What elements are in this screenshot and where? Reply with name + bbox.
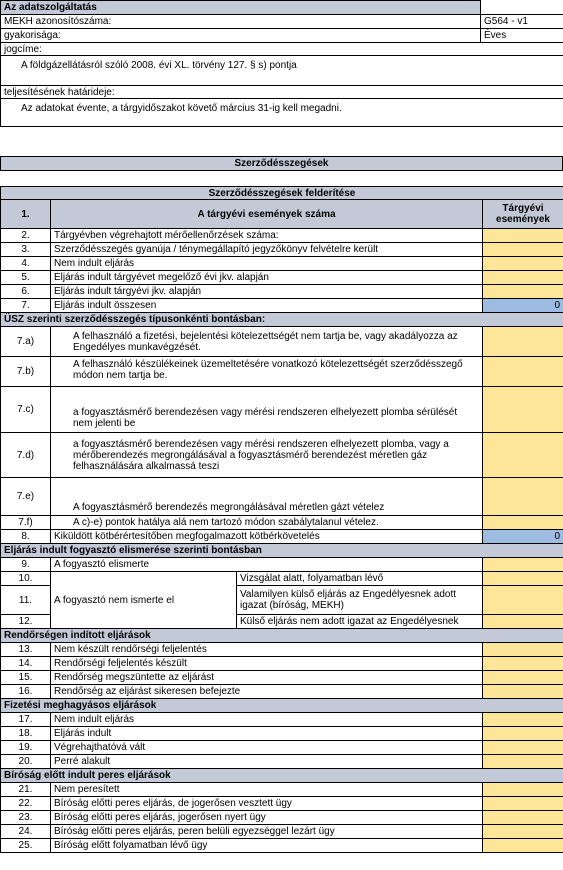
table-title: Szerződésszegések felderítése	[1, 187, 563, 200]
value-input[interactable]	[483, 713, 563, 727]
value-input[interactable]	[483, 257, 563, 271]
value-input[interactable]	[483, 811, 563, 825]
row-number: 11.	[1, 586, 51, 615]
row-number: 5.	[1, 271, 51, 285]
row-number: 2.	[1, 229, 51, 243]
row-label: Valamilyen külső eljárás az Engedélyesnek adott igazat (bíróság, MEKH)	[237, 586, 483, 615]
section-rendorseg: Rendőrségen indított eljárások	[1, 629, 563, 643]
row-number: 24.	[1, 825, 51, 839]
row-label: Nem indult eljárás	[51, 257, 483, 271]
row-label: Bíróság előtt folyamatban lévő ügy	[51, 839, 483, 853]
row-number: 25.	[1, 839, 51, 853]
row-number: 7.d)	[1, 433, 51, 478]
row-number: 15.	[1, 671, 51, 685]
header-column: Tárgyévi események	[483, 200, 563, 229]
row-number: 8.	[1, 530, 51, 544]
value-input[interactable]	[483, 657, 563, 671]
value-input[interactable]	[483, 357, 563, 387]
value-input[interactable]	[483, 387, 563, 433]
row-number: 4.	[1, 257, 51, 271]
row-label: a fogyasztásmérő berendezésen vagy mérési rendszeren elhelyezett plomba, vagy a mérőberendezés megrongálásával a fogyasztásmérő berendezést méretlen gáz felhasználására alkalmassá teszi	[51, 433, 483, 478]
header-description: A tárgyévi események száma	[51, 200, 483, 229]
sum-value: 0	[483, 299, 563, 313]
row-label: Eljárás indult tárgyévi jkv. alapján	[51, 285, 483, 299]
row-number: 10.	[1, 572, 51, 586]
row-number: 7.a)	[1, 327, 51, 357]
section-fizetesi: Fizetési meghagyásos eljárások	[1, 699, 563, 713]
row-number: 12.	[1, 615, 51, 629]
value-input[interactable]	[483, 478, 563, 516]
value-input[interactable]	[483, 558, 563, 572]
value-input[interactable]	[483, 285, 563, 299]
value-input[interactable]	[483, 783, 563, 797]
header-number: 1.	[1, 200, 51, 229]
row-number: 23.	[1, 811, 51, 825]
section-birosag: Bíróság előtt indult peres eljárások	[1, 769, 563, 783]
mekh-label: MEKH azonosítószáma:	[1, 15, 481, 29]
row-label: Eljárás indult	[51, 727, 483, 741]
row-number: 6.	[1, 285, 51, 299]
row-label: Rendőrség az eljárást sikeresen befejezte	[51, 685, 483, 699]
value-input[interactable]	[483, 516, 563, 530]
row-label: Kiküldött kötbérértesítőben megfogalmazott kötbérkövetelés	[51, 530, 483, 544]
row-number: 14.	[1, 657, 51, 671]
row-label: A fogyasztó elismerte	[51, 558, 483, 572]
main-title: Szerződésszegések	[1, 157, 563, 171]
row-label: A felhasználó a fizetési, bejelentési kötelezettségét nem tartja be, vagy akadályozza az Engedélyes munkavégzését.	[51, 327, 483, 357]
value-input[interactable]	[483, 243, 563, 257]
row-label: A fogyasztásmérő berendezés megrongálásával méretlen gázt vételez	[51, 478, 483, 516]
frequency-label: gyakorisága:	[1, 29, 481, 43]
row-number: 13.	[1, 643, 51, 657]
row-label: Vizsgálat alatt, folyamatban lévő	[237, 572, 483, 586]
sum-value: 0	[483, 530, 563, 544]
legal-label: jogcíme:	[1, 43, 563, 56]
row-number: 7.	[1, 299, 51, 313]
row-label: Végrehajthatóvá vált	[51, 741, 483, 755]
value-input[interactable]	[483, 755, 563, 769]
row-number: 21.	[1, 783, 51, 797]
breach-table	[0, 186, 563, 853]
row-number: 16.	[1, 685, 51, 699]
group-label: A fogyasztó nem ismerte el	[51, 572, 237, 629]
info-table	[0, 0, 563, 127]
row-label: Bíróság előtti peres eljárás, jogerősen nyert ügy	[51, 811, 483, 825]
legal-value: A földgázellátásról szóló 2008. évi XL. törvény 127. § s) pontja	[1, 56, 563, 86]
row-number: 18.	[1, 727, 51, 741]
value-input[interactable]	[483, 825, 563, 839]
row-label: Perré alakult	[51, 755, 483, 769]
row-label: A c)-e) pontok hatálya alá nem tartozó módon szabálytalanul vételez.	[51, 516, 483, 530]
value-input[interactable]	[483, 643, 563, 657]
row-label: a fogyasztásmérő berendezésen vagy mérési rendszeren elhelyezett plomba sérülését nem jelenti be	[51, 387, 483, 433]
value-input[interactable]	[483, 271, 563, 285]
value-input[interactable]	[483, 741, 563, 755]
deadline-label: teljesítésének határideje:	[1, 86, 563, 99]
row-label: Külső eljárás nem adott igazat az Engedélyesnek	[237, 615, 483, 629]
section-fogyaszto: Eljárás indult fogyasztó elismerése szerinti bontásban	[1, 544, 563, 558]
value-input[interactable]	[483, 572, 563, 586]
row-label: Bíróság előtti peres eljárás, de jogerősen vesztett ügy	[51, 797, 483, 811]
row-label: Eljárás indult tárgyévet megelőző évi jkv. alapján	[51, 271, 483, 285]
row-number: 20.	[1, 755, 51, 769]
section-usz: ÜSZ szerinti szerződésszegés típusonkénti bontásban:	[1, 313, 563, 327]
row-number: 9.	[1, 558, 51, 572]
row-label: Eljárás indult összesen	[51, 299, 483, 313]
value-input[interactable]	[483, 327, 563, 357]
row-label: Bíróság előtti peres eljárás, peren belüli egyezséggel lezárt ügy	[51, 825, 483, 839]
frequency-value: Éves	[481, 29, 563, 43]
value-input[interactable]	[483, 839, 563, 853]
row-number: 7.c)	[1, 387, 51, 433]
row-number: 17.	[1, 713, 51, 727]
value-input[interactable]	[483, 586, 563, 615]
row-number: 3.	[1, 243, 51, 257]
value-input[interactable]	[483, 229, 563, 243]
row-label: Nem peresített	[51, 783, 483, 797]
row-label: Szerződésszegés gyanúja / ténymegállapító jegyzőkönyv felvételre került	[51, 243, 483, 257]
info-title: Az adatszolgáltatás	[1, 1, 481, 15]
row-label: Rendőrségi feljelentés készült	[51, 657, 483, 671]
row-number: 19.	[1, 741, 51, 755]
row-label: Nem készült rendőrségi feljelentés	[51, 643, 483, 657]
row-label: Tárgyévben végrehajtott mérőellenőrzések száma:	[51, 229, 483, 243]
value-input[interactable]	[483, 615, 563, 629]
row-label: Nem indult eljárás	[51, 713, 483, 727]
row-number: 7.b)	[1, 357, 51, 387]
value-input[interactable]	[483, 727, 563, 741]
mekh-value: G564 - v1	[481, 15, 563, 29]
row-label: Rendőrség megszüntette az eljárást	[51, 671, 483, 685]
main-title-table	[0, 156, 563, 171]
row-number: 7.e)	[1, 478, 51, 516]
row-number: 7.f)	[1, 516, 51, 530]
deadline-value: Az adatokat évente, a tárgyidőszakot követő március 31-ig kell megadni.	[1, 99, 563, 127]
value-input[interactable]	[483, 685, 563, 699]
row-label: A felhasználó készülékeinek üzemeltetésére vonatkozó kötelezettségét szerződésszegő módon nem tartja be.	[51, 357, 483, 387]
value-input[interactable]	[483, 797, 563, 811]
row-number: 22.	[1, 797, 51, 811]
value-input[interactable]	[483, 671, 563, 685]
value-input[interactable]	[483, 433, 563, 478]
